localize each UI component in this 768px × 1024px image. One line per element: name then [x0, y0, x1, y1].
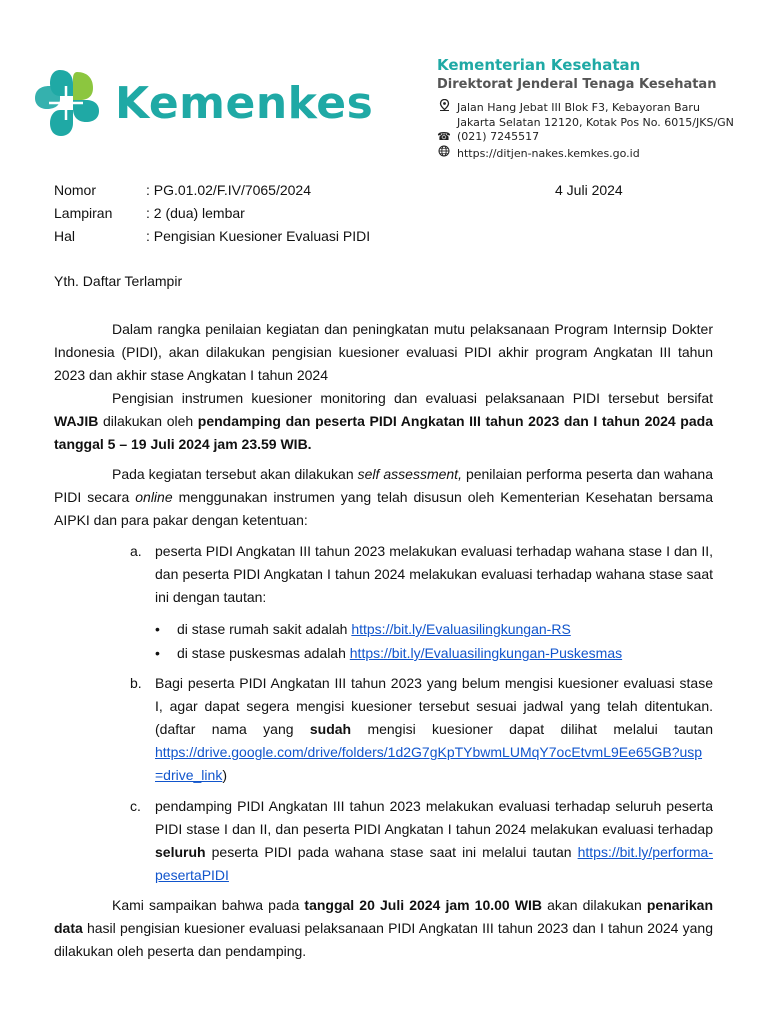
p2-bold-wajib: WAJIB: [54, 413, 99, 429]
address-line-1: Jalan Hang Jebat III Blok F3, Kebayoran Baru: [457, 101, 700, 114]
bullet-2-text: di stase puskesmas adalah: [177, 645, 350, 661]
item-c-bold-seluruh: seluruh: [155, 844, 206, 860]
bullet-icon: •: [155, 645, 160, 661]
lampiran-value: : 2 (dua) lembar: [146, 205, 245, 221]
location-pin-icon: [437, 99, 451, 115]
p4-text-c: akan dilakukan: [542, 897, 647, 913]
p3-italic-self-assessment: self assessment,: [357, 466, 462, 482]
website-block: [437, 145, 640, 161]
link-performa-peserta[interactable]: https://bit.ly/performa-pesertaPIDI: [155, 844, 713, 883]
item-a-marker: a.: [130, 543, 142, 559]
phone-icon: ☎: [437, 130, 451, 143]
paragraph-1: [54, 318, 713, 387]
p2-bold-schedule: pendamping dan peserta PIDI Angkatan III tahun 2023 dan I tahun 2024 pada tanggal 5 – 19 Juli 2024 jam 23.59 WIB.: [54, 413, 713, 452]
kemenkes-logo-icon: [33, 68, 103, 138]
bullet-1-text: di stase rumah sakit adalah: [177, 621, 352, 637]
list-item-b: [130, 672, 713, 787]
p4-bold-penarikan: penarikan data: [54, 897, 713, 936]
letter-date: 4 Juli 2024: [555, 182, 623, 198]
item-b-marker: b.: [130, 675, 142, 691]
link-evaluasi-puskesmas[interactable]: https://bit.ly/Evaluasilingkungan-Puskesmas: [349, 645, 623, 661]
bullet-item-1: [155, 618, 571, 641]
paragraph-2: [54, 387, 713, 456]
website-url[interactable]: https://ditjen-nakes.kemkes.go.id: [457, 147, 640, 160]
p2-text-a: Pengisian instrumen kuesioner monitoring dan evaluasi pelaksanaan PIDI tersebut bersifat: [112, 390, 713, 406]
p3-italic-online: online: [135, 489, 173, 505]
item-b-bold-sudah: sudah: [309, 721, 352, 737]
phone-number: (021) 7245517: [457, 130, 540, 143]
phone-block: [437, 129, 539, 144]
list-item-a: [130, 540, 713, 609]
hal-label: Hal: [54, 228, 76, 244]
link-drive-folder[interactable]: https://drive.google.com/drive/folders/1d2G7gKpTYbwmLUMqY7ocEtvmL9Ee65GB?usp: [155, 744, 703, 760]
item-b-text-c: mengisi kuesioner dapat dilihat melalui tautan: [351, 721, 713, 737]
hal-value: : Pengisian Kuesioner Evaluasi PIDI: [146, 228, 371, 244]
p2-text-c: dilakukan oleh: [98, 413, 198, 429]
p4-text-e: hasil pengisian kuesioner evaluasi pelaksanaan PIDI Angkatan III tahun 2023 dan I tahun 2024 yang dilakukan oleh peserta dan pendamping.: [54, 920, 713, 959]
link-drive-folder-cont[interactable]: =drive_link: [155, 767, 223, 783]
logo-wordmark: Kemenkes: [115, 78, 374, 129]
p3-text-c: penilaian performa peserta dan wahana PIDI secara: [54, 466, 714, 505]
item-b-close-paren: ): [222, 767, 227, 783]
organization-name: Kementerian Kesehatan: [437, 56, 641, 74]
item-c-marker: c.: [130, 798, 141, 814]
p3-text-a: Pada kegiatan tersebut akan dilakukan: [112, 466, 358, 482]
lampiran-label: Lampiran: [54, 205, 113, 221]
address-line-2: Jakarta Selatan 12120, Kotak Pos No. 6015/JKS/GN: [457, 116, 734, 129]
nomor-label: Nomor: [54, 182, 97, 198]
item-b-text-a: Bagi peserta PIDI Angkatan III tahun 2023 yang belum mengisi kuesioner evaluasi stase I, agar dapat segera mengisi kuesioner tersebut sesuai jadwal yang telah ditentukan. (daftar nama yang: [155, 675, 713, 737]
list-item-c: [130, 795, 713, 887]
paragraph-1-text: Dalam rangka penilaian kegiatan dan peningkatan mutu pelaksanaan Program Internsip Dokter Indonesia (PIDI), akan dilakukan pengisian kuesioner evaluasi PIDI akhir program Angkatan III tahun 2023 dan akhir stase Angkatan I tahun 2024: [54, 321, 713, 383]
nomor-value: : PG.01.02/F.IV/7065/2024: [146, 182, 312, 198]
globe-icon: [437, 145, 451, 161]
p4-bold-date: tanggal 20 Juli 2024 jam 10.00 WIB: [304, 897, 543, 913]
bullet-item-2: [155, 642, 622, 665]
item-c-text-a: pendamping PIDI Angkatan III tahun 2023 melakukan evaluasi terhadap seluruh peserta PIDI stase I dan II, dan peserta PIDI Angkatan I tahun 2024 melakukan evaluasi terhadap: [155, 798, 713, 837]
paragraph-3: [54, 463, 713, 532]
paragraph-4: [54, 894, 713, 963]
p3-text-e: menggunakan instrumen yang telah disusun oleh Kementerian Kesehatan bersama AIPKI dan para pakar dengan ketentuan:: [54, 489, 714, 528]
bullet-icon: •: [155, 621, 160, 637]
item-c-text-c: peserta PIDI pada wahana stase saat ini melalui tautan: [205, 844, 578, 860]
organization-subunit: Direktorat Jenderal Tenaga Kesehatan: [437, 77, 717, 92]
item-a-text: peserta PIDI Angkatan III tahun 2023 melakukan evaluasi terhadap wahana stase I dan II, dan peserta PIDI Angkatan I tahun 2024 melakukan evaluasi terhadap wahana stase saat ini dengan tautan:: [155, 543, 713, 605]
p4-text-a: Kami sampaikan bahwa pada: [112, 897, 305, 913]
link-evaluasi-rs[interactable]: https://bit.ly/Evaluasilingkungan-RS: [351, 621, 571, 637]
address-block: [437, 99, 734, 130]
salutation: Yth. Daftar Terlampir: [54, 273, 183, 289]
